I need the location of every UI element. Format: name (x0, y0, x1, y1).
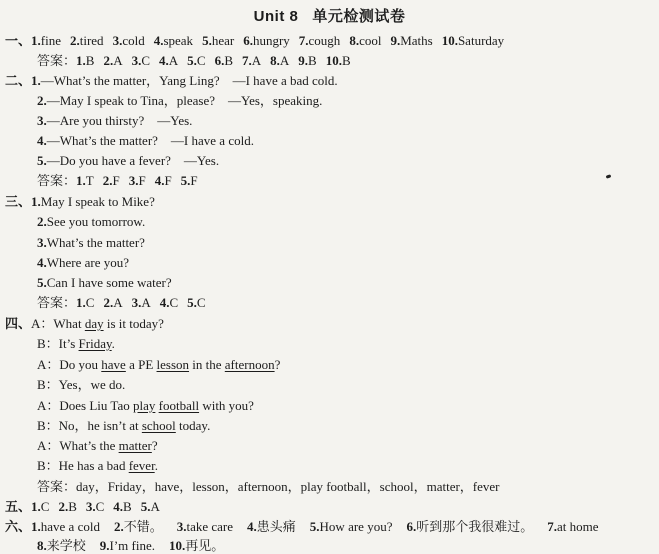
speaker-label: A： (31, 316, 54, 331)
blank-answer: lesson (156, 357, 190, 372)
section-2-answers: 答案：1.T 2.F 3.F 4.F 5.F (37, 173, 198, 188)
blank-answer: Friday (78, 336, 112, 351)
section-number: 五、 (5, 499, 32, 514)
blank-answer: day (84, 316, 104, 331)
answer-label: 答案： (37, 479, 77, 494)
section-2-line-1: 二、1.—What’s the matter，Yang Ling? —I have a bad cold. (5, 73, 338, 88)
answer-label: 答案： (37, 53, 77, 68)
test-name: 单元检测试卷 (312, 8, 406, 25)
speaker-label: A： (37, 398, 60, 413)
blank-answer: fever (128, 458, 155, 473)
section-number: 四、 (5, 316, 32, 331)
blank-answer: school (141, 418, 176, 433)
page-title (0, 5, 659, 26)
section-6-row-1: 六、1.have a cold 2.不错。 3.take care 4.患头痛 5.How are you? 6.听到那个我很难过。 7.at home (5, 519, 599, 534)
speaker-label: B： (37, 418, 59, 433)
section-1-items: 一、1.fine 2.tired 3.cold 4.speak 5.hear 6.hungry 7.cough 8.cool 9.Maths 10.Saturday (5, 33, 505, 48)
section-6-row-2: 8.来学校 9.I’m fine. 10.再见。 (37, 538, 225, 553)
unit-label: Unit 8 (253, 8, 299, 25)
blank-answer: have (101, 357, 126, 372)
dialogue-line: A：Do you have a PE lesson in the afternoon? (37, 357, 281, 372)
answer-label: 答案： (37, 173, 77, 188)
ink-speck (606, 174, 612, 179)
speaker-label: B： (37, 377, 59, 392)
section-2-line-4: 4.—What’s the matter? —I have a cold. (37, 133, 254, 148)
section-4-answers: 答案：day，Friday，have，lesson，afternoon，play football，school，matter，fever (37, 479, 500, 494)
section-number: 三、 (5, 194, 32, 209)
section-number: 一、 (5, 33, 32, 48)
dialogue-line: 四、A：What day is it today? (5, 316, 164, 331)
section-2-line-3: 3.—Are you thirsty? —Yes. (37, 113, 193, 128)
section-number: 六、 (5, 519, 32, 534)
section-2-line-2: 2.—May I speak to Tina，please? —Yes，speaking. (37, 93, 323, 108)
dialogue-line: B：No，he isn’t at school today. (37, 418, 211, 433)
section-5-answers: 五、1.C 2.B 3.C 4.B 5.A (5, 499, 160, 514)
answer-label: 答案： (37, 295, 77, 310)
section-2-line-5: 5.—Do you have a fever? —Yes. (37, 153, 220, 168)
blank-answer: play (132, 398, 156, 413)
dialogue-line: B：Yes，we do. (37, 377, 126, 392)
section-number: 二、 (5, 73, 32, 88)
dialogue-line: A：What’s the matter? (37, 438, 158, 453)
speaker-label: A： (37, 438, 60, 453)
dialogue-line: A：Does Liu Tao play football with you? (37, 398, 254, 413)
section-3-line-4: 4.Where are you? (37, 255, 130, 270)
section-3-answers: 答案：1.C 2.A 3.A 4.C 5.C (37, 295, 206, 310)
speaker-label: B： (37, 336, 59, 351)
blank-answer: football (158, 398, 200, 413)
section-3-line-3: 3.What’s the matter? (37, 235, 145, 250)
section-1-answers: 答案：1.B 2.A 3.C 4.A 5.C 6.B 7.A 8.A 9.B 10.B (37, 53, 351, 68)
speaker-label: B： (37, 458, 59, 473)
speaker-label: A： (37, 357, 60, 372)
section-3-line-1: 三、1.May I speak to Mike? (5, 194, 155, 209)
blank-answer: matter (118, 438, 152, 453)
dialogue-line: B：It’s Friday. (37, 336, 115, 351)
blank-answer: afternoon (224, 357, 275, 372)
section-3-line-5: 5.Can I have some water? (37, 275, 172, 290)
dialogue-line: B：He has a bad fever. (37, 458, 158, 473)
section-3-line-2: 2.See you tomorrow. (37, 214, 146, 229)
